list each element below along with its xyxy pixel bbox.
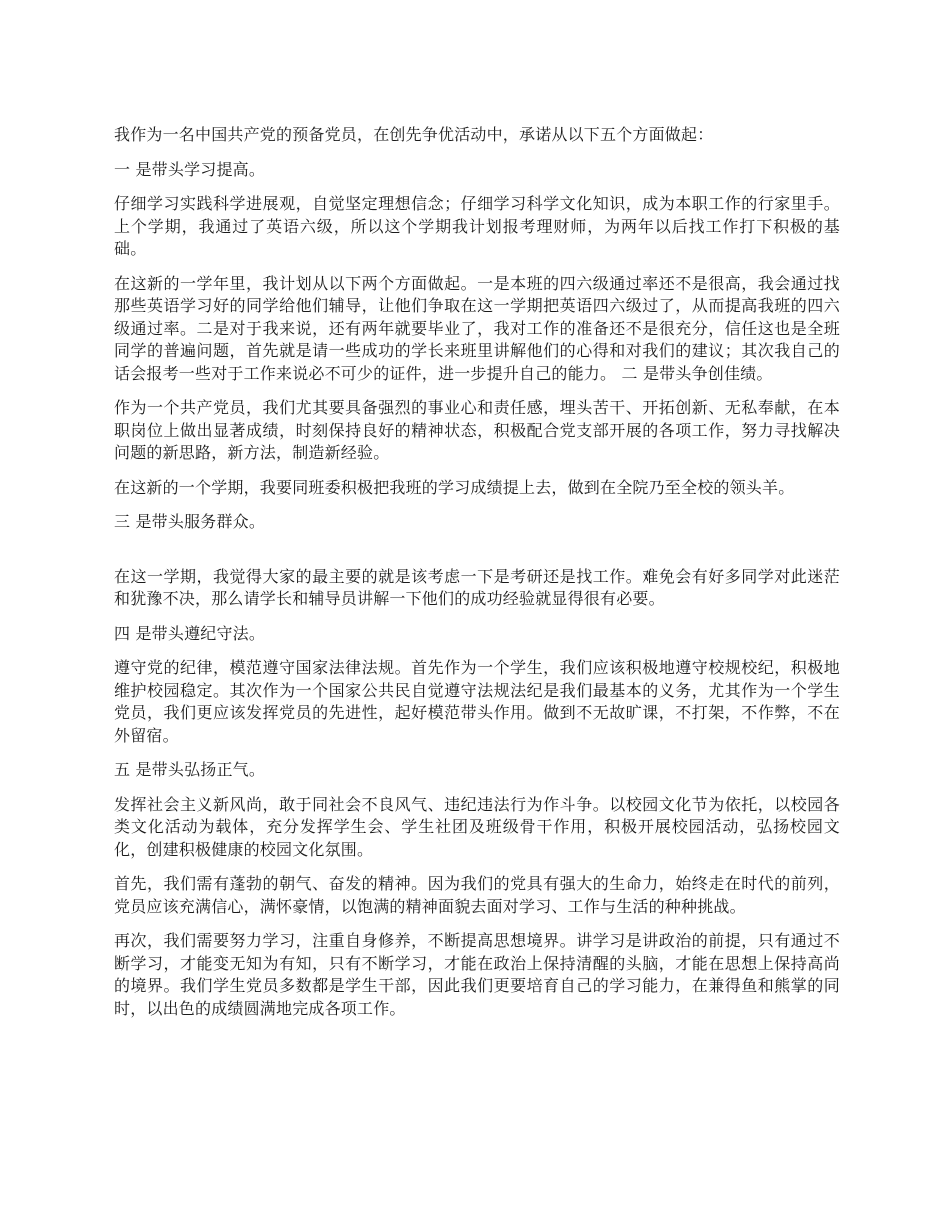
body-paragraph: 再次，我们需要努力学习，注重自身修养，不断提高思想境界。讲学习是讲政治的前提，只有通过不断学习，才能变无知为有知，只有不断学习，才能在政治上保持清醒的头脑，才能在思想上保持高尚的境界。我们学生党员多数都是学生干部，因此我们更要培育自己的学习能力，在兼得鱼和熊掌的同时，以出色的成绩圆满地完成各项工作。: [114, 931, 840, 1018]
section-heading-4: 四 是带头遵纪守法。: [114, 623, 266, 643]
section-heading-5: 五 是带头弘扬正气。: [114, 760, 266, 779]
body-paragraph: 发挥社会主义新风尚，敢于同社会不良风气、违纪违法行为作斗争。以校园文化节为依托，以校园各类文化活动为载体，充分发挥学生会、学生社团及班级骨干作用，积极开展校园活动，弘扬校园文化，创建积极健康的校园文化氛围。: [114, 794, 840, 859]
section-heading-1: 一 是带头学习提高。: [114, 159, 266, 179]
body-paragraph: 首先，我们需有蓬勃的朝气、奋发的精神。因为我们的党具有强大的生命力，始终走在时代的前列，党员应该充满信心，满怀豪情，以饱满的精神面貌去面对学习、工作与生活的种种挑战。: [114, 874, 840, 916]
body-paragraph: 在这新的一学年里，我计划从以下两个方面做起。一是本班的四六级通过率还不是很高，我会通过找那些英语学习好的同学给他们辅导，让他们争取在这一学期把英语四六级过了，从而提高我班的四六级通过率。二是对于我来说，还有两年就要毕业了，我对工作的准备还不是很充分，信任这也是全班同学的普遍问题，首先就是请一些成功的学长来班里讲解他们的心得和对我们的建议；其次我自己的话会报考一些对于工作来说必不可少的证件，进一步提升自己的能力。 二 是带头争创佳绩。: [114, 273, 840, 383]
body-paragraph: 在这新的一个学期，我要同班委积极把我班的学习成绩提上去，做到在全院乃至全校的领头羊。: [114, 477, 795, 497]
body-paragraph: 遵守党的纪律，模范遵守国家法律法规。首先作为一个学生，我们应该积极地遵守校规校纪，积极地维护校园稳定。其次作为一个国家公共民自觉遵守法规法纪是我们最基本的义务，尤其作为一个学生党员，我们更应该发挥党员的先进性，起好模范带头作用。做到不无故旷课，不打架，不作弊，不在外留宿。: [114, 658, 840, 745]
intro-paragraph: 我作为一名中国共产党的预备党员，在创先争优活动中，承诺从以下五个方面做起：: [114, 125, 714, 144]
body-paragraph: 仔细学习实践科学进展观，自觉坚定理想信念；仔细学习科学文化知识，成为本职工作的行家里手。上个学期，我通过了英语六级，所以这个学期我计划报考理财师，为两年以后找工作打下积极的基础。: [114, 194, 840, 258]
document-body: [114, 124, 840, 1032]
body-paragraph: 作为一个共产党员，我们尤其要具备强烈的事业心和责任感，埋头苦干、开拓创新、无私奉献，在本职岗位上做出显著成绩，时刻保持良好的精神状态，积极配合党支部开展的各项工作，努力寻找解决问题的新思路，新方法，制造新经验。: [114, 398, 840, 462]
body-paragraph: 在这一学期，我觉得大家的最主要的就是该考虑一下是考研还是找工作。难免会有好多同学对此迷茫和犹豫不决，那么请学长和辅导员讲解一下他们的成功经验就显得很有必要。: [114, 566, 840, 608]
section-heading-3: 三 是带头服务群众。: [114, 512, 266, 531]
